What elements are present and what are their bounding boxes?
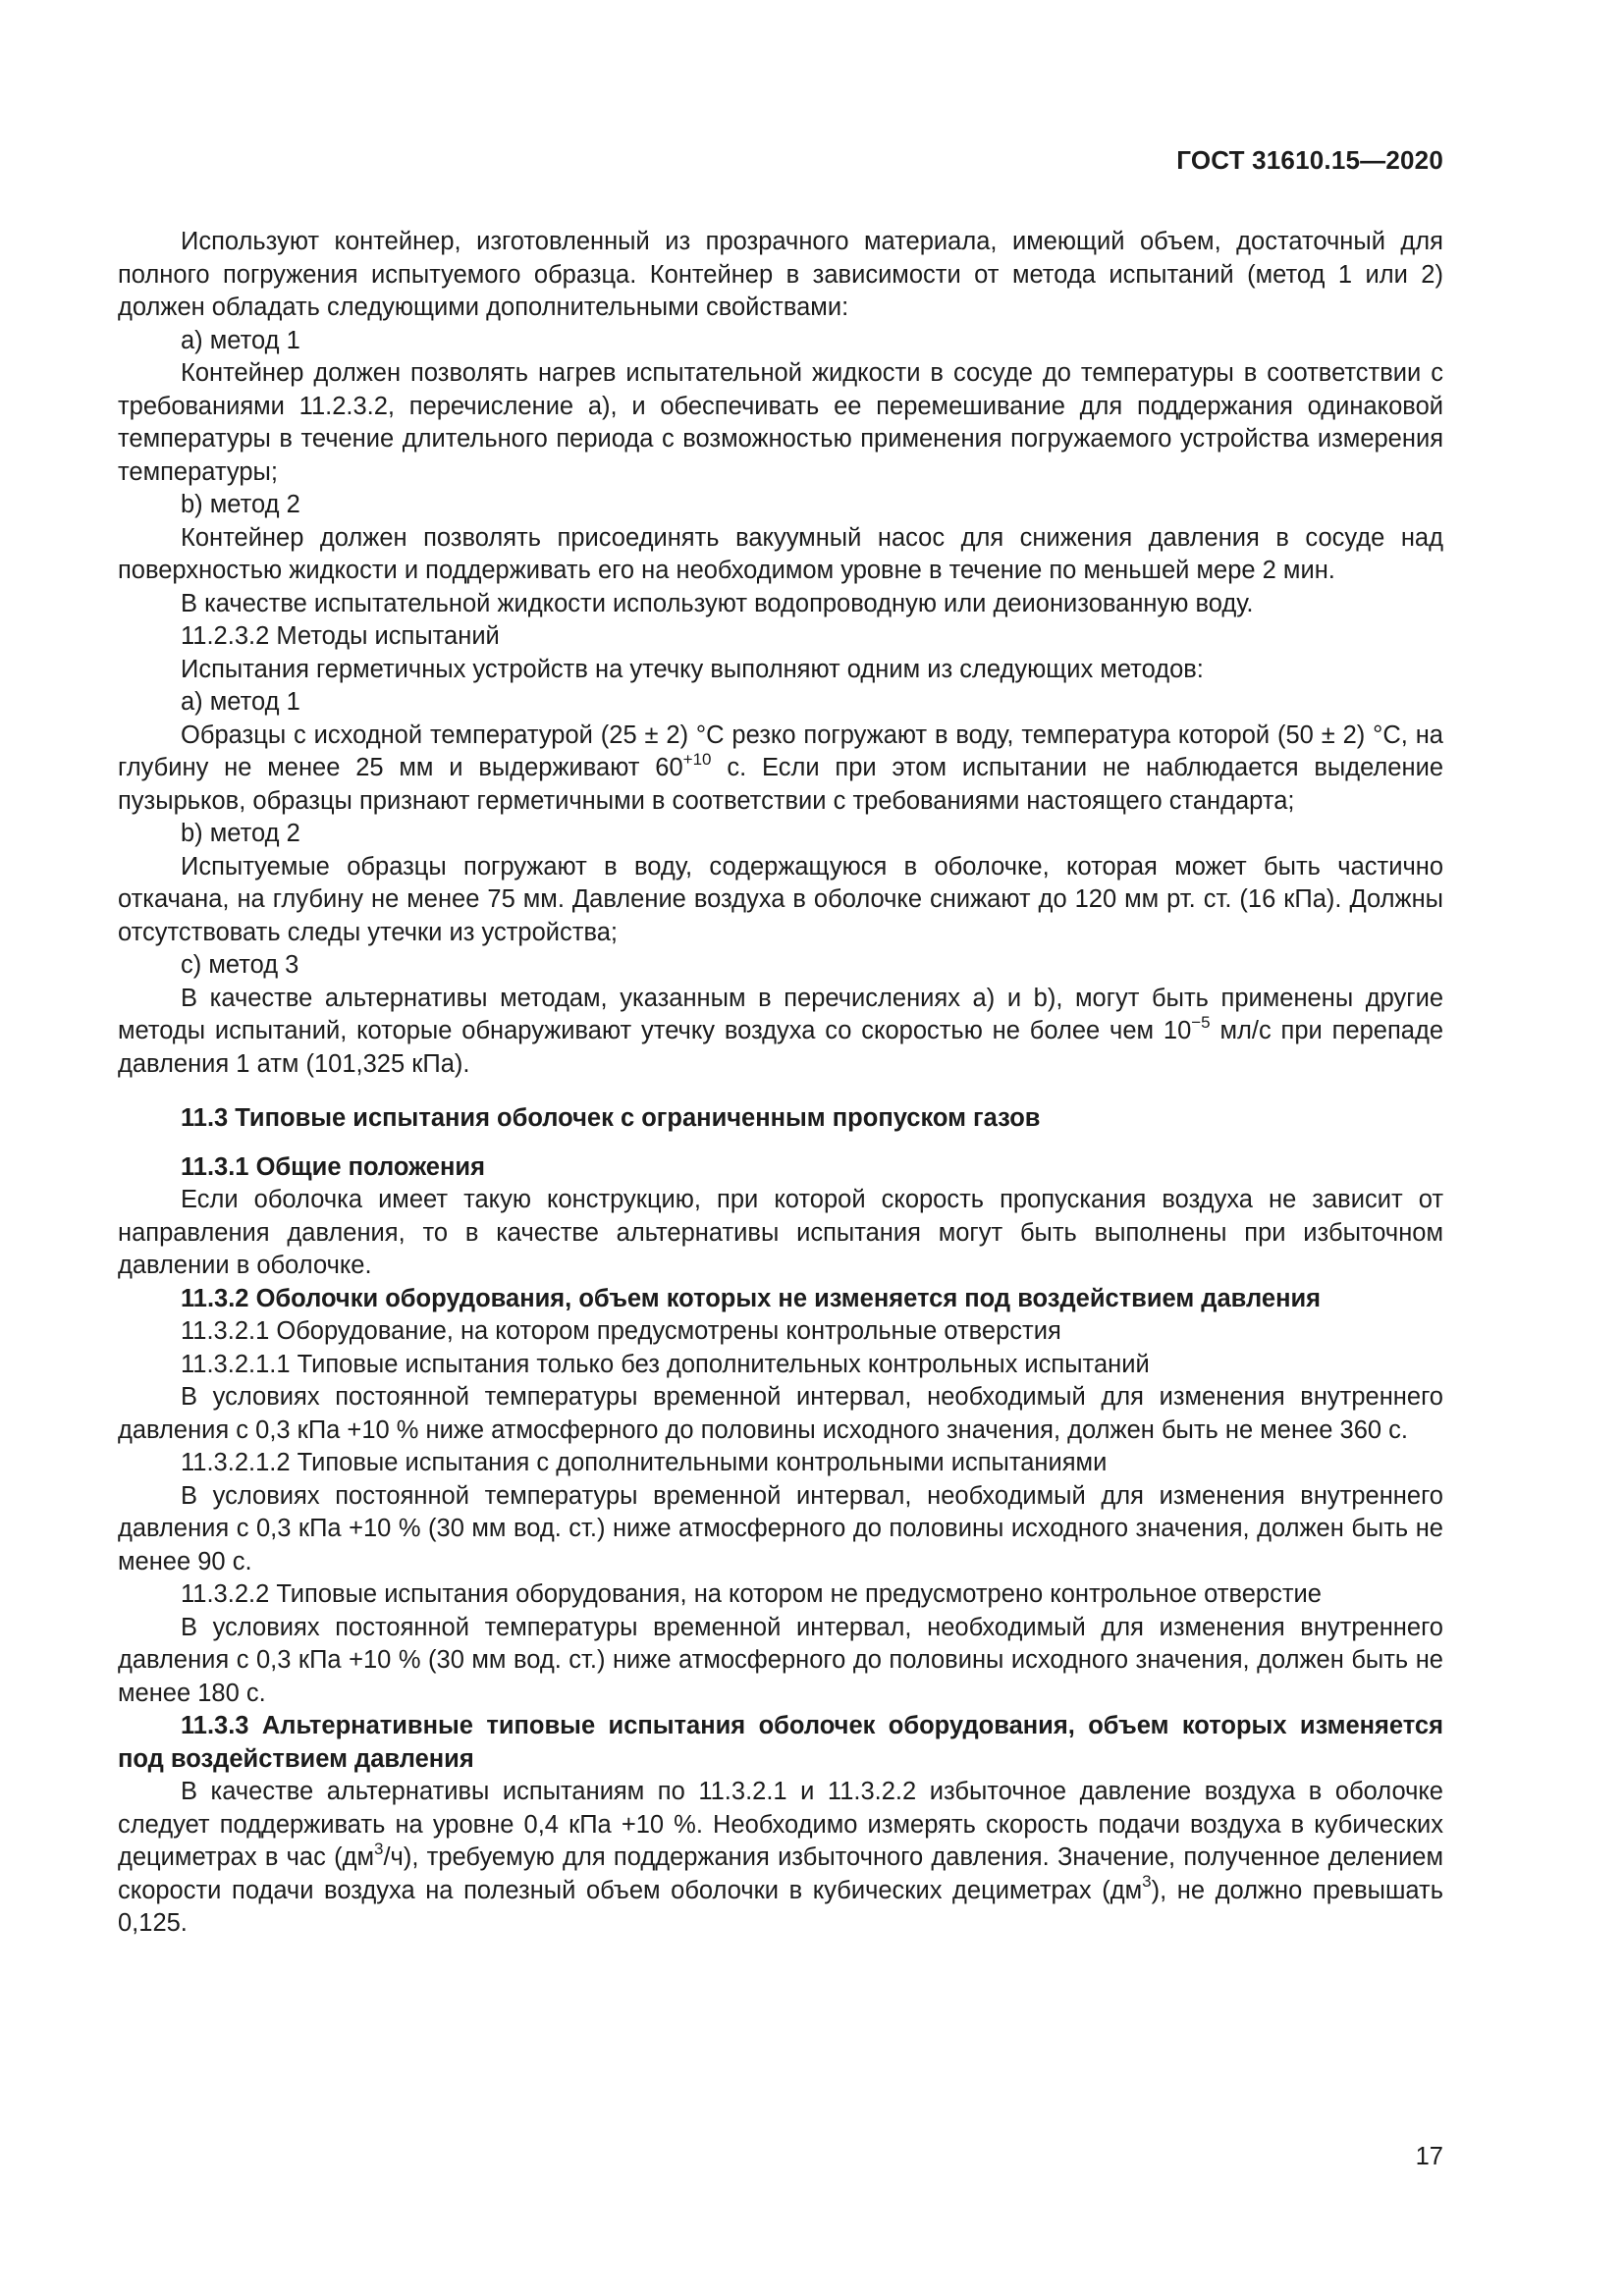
subsection-heading-11-2-3-2: 11.2.3.2 Методы испытаний	[181, 622, 500, 650]
paragraph-requirement-180s: В условиях постоянной температуры временной интервал, необходимый для изменения внутреннего давления с 0,3 кПа +10 % (30 мм вод. ст.) ниже атмосферного до половины исходного значения, должен быть не менее 180 с.	[118, 1613, 1443, 1707]
text-run: В качестве альтернативы испытаниям по 11.3.2.1 и 11.3.2.2 избыточное давление воздуха в оболочке следует поддерживать на уровне 0,4 кПа +10 %. Необходимо измерять скорость подачи воздуха в кубических дециметрах в час (дм	[118, 1778, 1443, 1871]
subsection-heading-11-3-2: 11.3.2 Оболочки оборудования, объем которых не изменяется под воздействием давления	[181, 1284, 1322, 1312]
subsection-heading-11-3-2-1: 11.3.2.1 Оборудование, на котором предусмотрены контрольные отверстия	[181, 1317, 1061, 1345]
subsection-heading-11-3-2-2: 11.3.2.2 Типовые испытания оборудования, на котором не предусмотрено контрольное отверстие	[181, 1580, 1322, 1608]
superscript: +10	[682, 749, 712, 769]
section-heading-11-3: 11.3 Типовые испытания оболочек с ограниченным пропуском газов	[181, 1104, 1041, 1132]
superscript: −5	[1191, 1012, 1211, 1032]
list-item-method-2-b: b) метод 2	[181, 820, 300, 847]
list-item-method-2: b) метод 2	[181, 491, 300, 518]
list-item-method-1-b: а) метод 1	[181, 688, 300, 716]
text-run: Образцы с исходной температурой (25 ± 2) °С резко погружают в воду, температура которой (50 ± 2) °С, на глубину не менее 25 мм и выдерживают 60	[118, 721, 1443, 781]
page-number: 17	[1415, 2143, 1443, 2170]
document-body	[118, 226, 1443, 1941]
paragraph-requirement-360s: В условиях постоянной температуры временной интервал, необходимый для изменения внутреннего давления с 0,3 кПа +10 % ниже атмосферного до половины исходного значения, должен быть не менее 360 с.	[118, 1383, 1443, 1444]
superscript: 3	[1142, 1872, 1152, 1891]
paragraph-alternative-tests	[118, 1776, 1443, 1941]
subsection-heading-11-3-1: 11.3.1 Общие положения	[181, 1152, 485, 1181]
superscript: 3	[374, 1839, 384, 1858]
subsection-heading-11-3-3: 11.3.3 Альтернативные типовые испытания оболочек оборудования, объем которых изменяется под воздействием давления	[118, 1712, 1443, 1773]
subsection-heading-11-3-2-1-1: 11.3.2.1.1 Типовые испытания только без дополнительных контрольных испытаний	[181, 1350, 1150, 1378]
paragraph-leak-test-methods: Испытания герметичных устройств на утечку выполняют одним из следующих методов:	[181, 655, 1204, 683]
paragraph-test-liquid: В качестве испытательной жидкости используют водопроводную или деионизованную воду.	[181, 589, 1254, 617]
text-run: В качестве альтернативы методам, указанным в перечислениях а) и b), могут быть применены другие методы испытаний, которые обнаруживают утечку воздуха со скоростью не более чем 10	[118, 984, 1443, 1044]
paragraph-general-provisions: Если оболочка имеет такую конструкцию, при которой скорость пропускания воздуха не зависит от направления давления, то в качестве альтернативы испытания могут быть выполнены при избыточном давлении в оболочке.	[118, 1186, 1443, 1279]
list-item-method-1: а) метод 1	[181, 326, 300, 354]
paragraph-method-1-container: Контейнер должен позволять нагрев испытательной жидкости в сосуде до температуры в соответствии с требованиями 11.2.3.2, перечисление а), и обеспечивать ее перемешивание для поддержания одинаковой температуры в течение длительного периода с возможностью применения погружаемого устройства измерения температуры;	[118, 359, 1443, 486]
text-run: ), не должно превышать 0,125.	[118, 1876, 1443, 1937]
paragraph-method-2-container: Контейнер должен позволять присоединять вакуумный насос для снижения давления в сосуде над поверхностью жидкости и поддерживать его на необходимом уровне в течение по меньшей мере 2 мин.	[118, 523, 1443, 584]
paragraph-method-3-procedure	[118, 983, 1443, 1082]
paragraph-method-1-procedure	[118, 720, 1443, 819]
document-id-header: ГОСТ 31610.15—2020	[1176, 145, 1443, 175]
paragraph-container-description: Используют контейнер, изготовленный из прозрачного материала, имеющий объем, достаточный для полного погружения испытуемого образца. Контейнер в зависимости от метода испытаний (метод 1 или 2) должен обладать следующими дополнительными свойствами:	[118, 228, 1443, 321]
text-run: мл/с при перепаде давления 1 атм (101,325 кПа).	[118, 1017, 1444, 1078]
subsection-heading-11-3-2-1-2: 11.3.2.1.2 Типовые испытания с дополнительными контрольными испытаниями	[181, 1449, 1108, 1476]
list-item-method-3: с) метод 3	[181, 951, 299, 979]
text-run: /ч), требуемую для поддержания избыточного давления. Значение, полученное делением скорости подачи воздуха на полезный объем оболочки в кубических дециметрах (дм	[118, 1843, 1443, 1904]
paragraph-requirement-90s: В условиях постоянной температуры временной интервал, необходимый для изменения внутреннего давления с 0,3 кПа +10 % (30 мм вод. ст.) ниже атмосферного до половины исходного значения, должен быть не менее 90 с.	[118, 1481, 1443, 1575]
text-run: с. Если при этом испытании не наблюдается выделение пузырьков, образцы признают герметичными в соответствии с требованиями настоящего стандарта;	[118, 754, 1443, 815]
paragraph-method-2-procedure: Испытуемые образцы погружают в воду, содержащуюся в оболочке, которая может быть частично откачана, на глубину не менее 75 мм. Давление воздуха в оболочке снижают до 120 мм рт. ст. (16 кПа). Должны отсутствовать следы утечки из устройства;	[118, 852, 1443, 946]
